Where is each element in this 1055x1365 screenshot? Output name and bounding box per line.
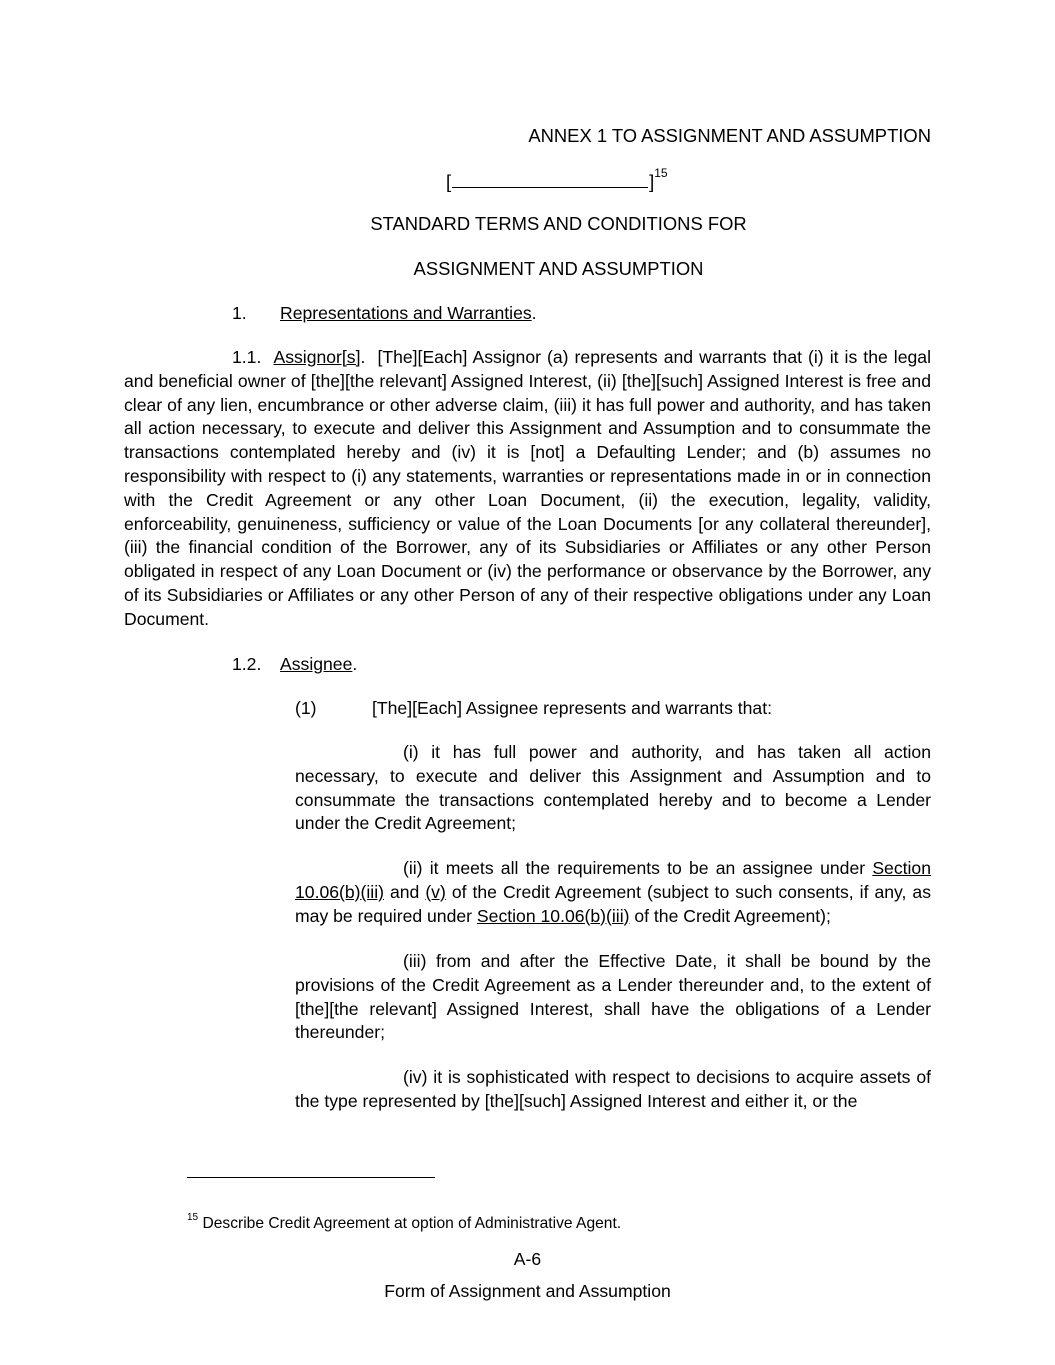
section-number: 1.1. [232,347,262,367]
subitem-text: (iv) it is sophisticated with respect to decisions to acquire assets of the type represented by [the][such] Assigned Interest and either it, or the [295,1067,931,1111]
footnote [187,1208,621,1236]
subitem-i [295,741,931,836]
section-title-suffix: . [531,303,537,323]
subitem-text: (iii) from and after the Effective Date, it shall be bound by the provisions of the Credit Agreement as a Lender thereunder and, to the extent of [the][the relevant] Assigned Interest, shall have the obligations of a Lender thereunder; [295,951,931,1043]
credit-agreement-blank [446,166,668,194]
section-title-suffix: . [352,654,358,674]
section-number: 1.2. [232,654,262,674]
section-title: Representations and Warranties [280,303,532,323]
footnote-ref: 15 [654,166,668,180]
section-1-2-heading [232,653,357,677]
page-number: A-6 [513,1249,542,1269]
section-1-1-paragraph [124,346,931,632]
assignee-item-1 [295,697,772,721]
item-number: (1) [295,698,317,718]
section-number: 1. [232,303,247,323]
section-reference: Section 10.06(b)(iii) [476,905,630,926]
footnote-divider [187,1177,435,1178]
section-reference: Section 10.06(b)(iii) [295,858,931,902]
title-line-1: STANDARD TERMS AND CONDITIONS FOR [370,213,747,234]
subitem-iii [295,950,931,1045]
section-title: Assignee [280,654,353,674]
bracket-close: ] [649,171,655,193]
document-form-title: Form of Assignment and Assumption [384,1281,671,1301]
footnote-number: 15 [187,1212,199,1223]
item-text: [The][Each] Assignee represents and warrants that: [372,698,772,718]
blank-line [452,168,648,188]
subitem-ii [295,857,931,928]
subitem-text: of the Credit Agreement); [629,905,831,926]
subitem-iv [295,1066,931,1114]
section-title-suffix: . [360,347,366,367]
section-title: Assignor[s] [273,347,361,367]
section-body: [The][Each] Assignor (a) represents and warrants that (i) it is the legal and beneficial owner of [the][the relevant] Assigned Interest, (ii) [the][such] Assigned Interest is free and clear of any lien, encumbrance or other adverse claim, (iii) it has full power and authority, and has taken all action necessary, to execute and deliver this Assignment and Assumption and to consummate the transactions contemplated hereby and (iv) it is [not] a Defaulting Lender; and (b) assumes no responsibility with respect to (i) any statements, warranties or representations made in or in connection with the Credit Agreement or any other Loan Document, (ii) the execution, legality, validity, enforceability, genuineness, sufficiency or value of the Loan Documents [or any collateral thereunder], (iii) the financial condition of the Borrower, any of its Subsidiaries or Affiliates or any other Person obligated in respect of any Loan Document or (iv) the performance or observance by the Borrower, any of its Subsidiaries or Affiliates or any other Person of any of their respective obligations under any Loan Document. [124,347,931,629]
footnote-text: Describe Credit Agreement at option of Administrative Agent. [202,1215,622,1233]
section-1-heading [232,302,537,326]
subitem-text: (ii) it meets all the requirements to be an assignee under [403,858,873,878]
subitem-text: of the Credit Agreement (subject to such consents, if any, as may be required under [295,881,931,926]
title-line-2: ASSIGNMENT AND ASSUMPTION [413,258,704,279]
subitem-text: and [383,881,426,902]
annex-title: ANNEX 1 TO ASSIGNMENT AND ASSUMPTION [528,125,931,146]
section-reference: (v) [425,881,446,902]
bracket-open: [ [446,171,452,193]
subitem-text: (i) it has full power and authority, and has taken all action necessary, to execute and deliver this Assignment and Assumption and to consummate the transactions contemplated hereby and to become a Lender under the Credit Agreement; [295,742,931,834]
